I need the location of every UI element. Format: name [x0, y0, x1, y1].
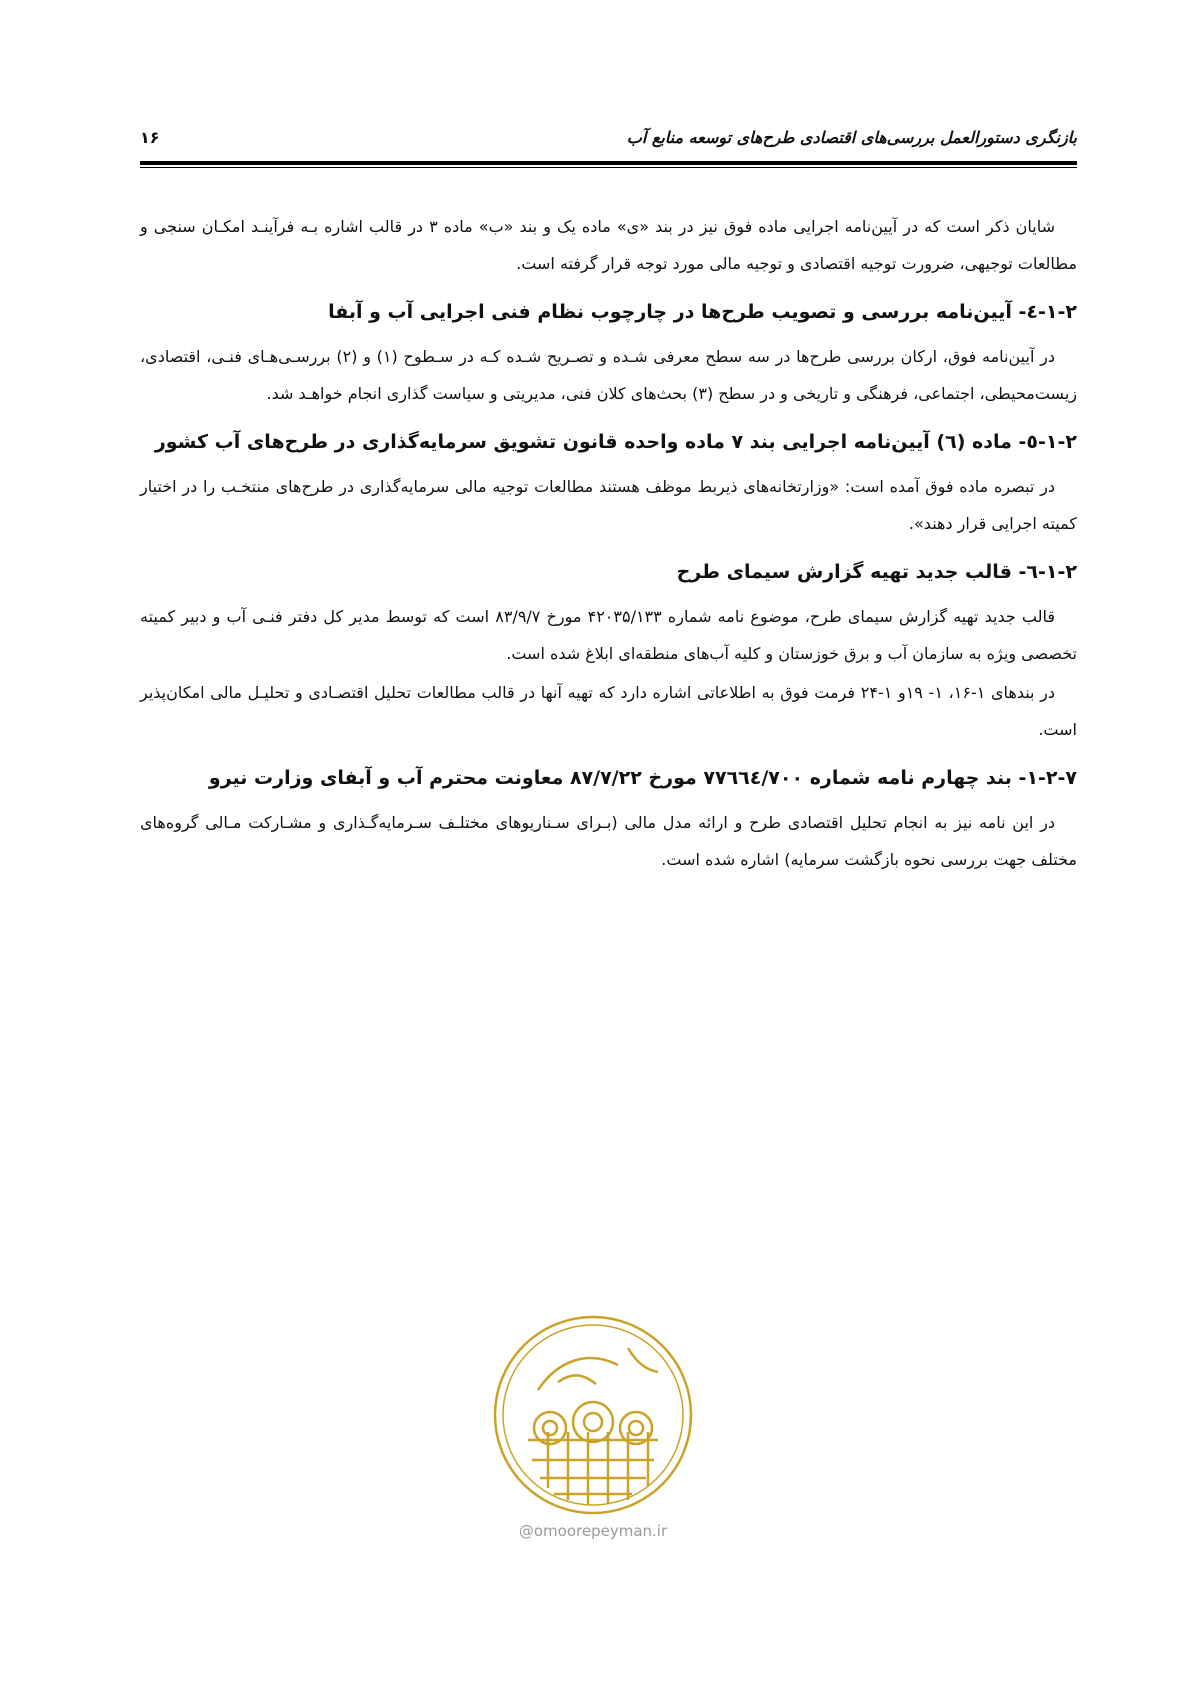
section-heading	[140, 763, 1077, 793]
section-paragraph: در آیین‌نامه فوق، ارکان بررسی طرح‌ها در سه سطح معرفی شـده و تصـریح شـده کـه در سـطوح (۱) و (۲) بررسـی‌هـای فنـی، اقتصادی، زیست‌محیطی، اجتماعی، فرهنگی و تاریخی و در سطح (۳) بحث‌های کلان فنی، مدیریتی و سیاست گذاری انجام خواهـد شد.	[140, 347, 1077, 403]
intro-paragraph: شایان ذکر است که در آیین‌نامه اجرایی ماده فوق نیز در بند «ی» ماده یک و بند «ب» ماده ۳ در قالب اشاره بـه فرآینـد امکـان سنجی و مطالعات توجیهی، ضرورت توجیه اقتصادی و توجیه مالی مورد توجه قرار گرفته است.	[140, 217, 1077, 273]
section-heading	[140, 557, 1077, 587]
section-1-2-7	[140, 763, 1077, 878]
section-heading	[140, 297, 1077, 327]
section-paragraph: در این نامه نیز به انجام تحلیل اقتصادی طرح و ارائه مدل مالی (بـرای سـناریوهای مختلـف سـرمایه‌گـذاری و مشـارکت مـالی گروه‌های مختلف جهت بررسی نحوه بازگشت سرمایه) اشاره شده است.	[140, 813, 1077, 869]
section-title: قالب جدید تهیه گزارش سیمای طرح	[676, 561, 1012, 583]
header-rule-thin	[140, 167, 1077, 168]
section-1-2-5	[140, 427, 1077, 542]
page-number: ۱۶	[140, 128, 160, 147]
section-title: بند چهارم نامه شماره ۷۷٦٦٤/۷۰۰ مورخ ۸۷/۷/۲۲ معاونت محترم آب و آبفای وزارت نیرو	[208, 767, 1012, 789]
watermark-seal-icon	[488, 1310, 698, 1520]
section-paragraph: در تبصره ماده فوق آمده است: «وزارتخانه‌های ذیربط موظف هستند مطالعات توجیه مالی سرمایه‌گذاری در طرح‌های منتخـب را در اختیار کمیته اجرایی قرار دهند».	[140, 477, 1077, 533]
section-title: ماده (٦) آیین‌نامه اجرایی بند ۷ ماده واحده قانون تشویق سرمایه‌گذاری در طرح‌های آب کشور	[154, 431, 1012, 453]
header-title: بازنگری دستورالعمل بررسی‌های اقتصادی طرح‌های توسعه منابع آب	[626, 128, 1077, 147]
section-number: ۱-۲-٦-	[1018, 561, 1077, 583]
section-heading	[140, 427, 1077, 457]
section-paragraph: در بندهای ۱-۱۶، ۱- ۱۹و ۱-۲۴ فرمت فوق به اطلاعاتی اشاره دارد که تهیه آنها در قالب مطالعات تحلیل اقتصـادی و تحلیـل مالی امکان‌پذیر است.	[140, 683, 1077, 739]
page-content	[140, 208, 1077, 878]
section-paragraph: قالب جدید تهیه گزارش سیمای طرح، موضوع نامه شماره ۴۲۰۳۵/۱۳۳ مورخ ۸۳/۹/۷ است که توسط مدیر کل دفتر فنـی آب و دبیر کمیته تخصصی ویژه به سازمان آب و برق خوزستان و کلیه آب‌های منطقه‌ای ابلاغ شده است.	[140, 607, 1077, 663]
section-title: آیین‌نامه بررسی و تصویب طرح‌ها در چارچوب نظام فنی اجرایی آب و آبفا	[328, 301, 1012, 323]
section-1-2-4	[140, 297, 1077, 412]
header-rule-thick	[140, 161, 1077, 165]
section-1-2-6	[140, 557, 1077, 748]
section-number: ۱-۲-٥-	[1018, 431, 1077, 453]
section-number: ۱-۲-٤-	[1018, 301, 1077, 323]
section-number: ۱-۲-۷-	[1018, 767, 1077, 789]
watermark-caption: @omoorepeyman.ir	[518, 1522, 668, 1540]
